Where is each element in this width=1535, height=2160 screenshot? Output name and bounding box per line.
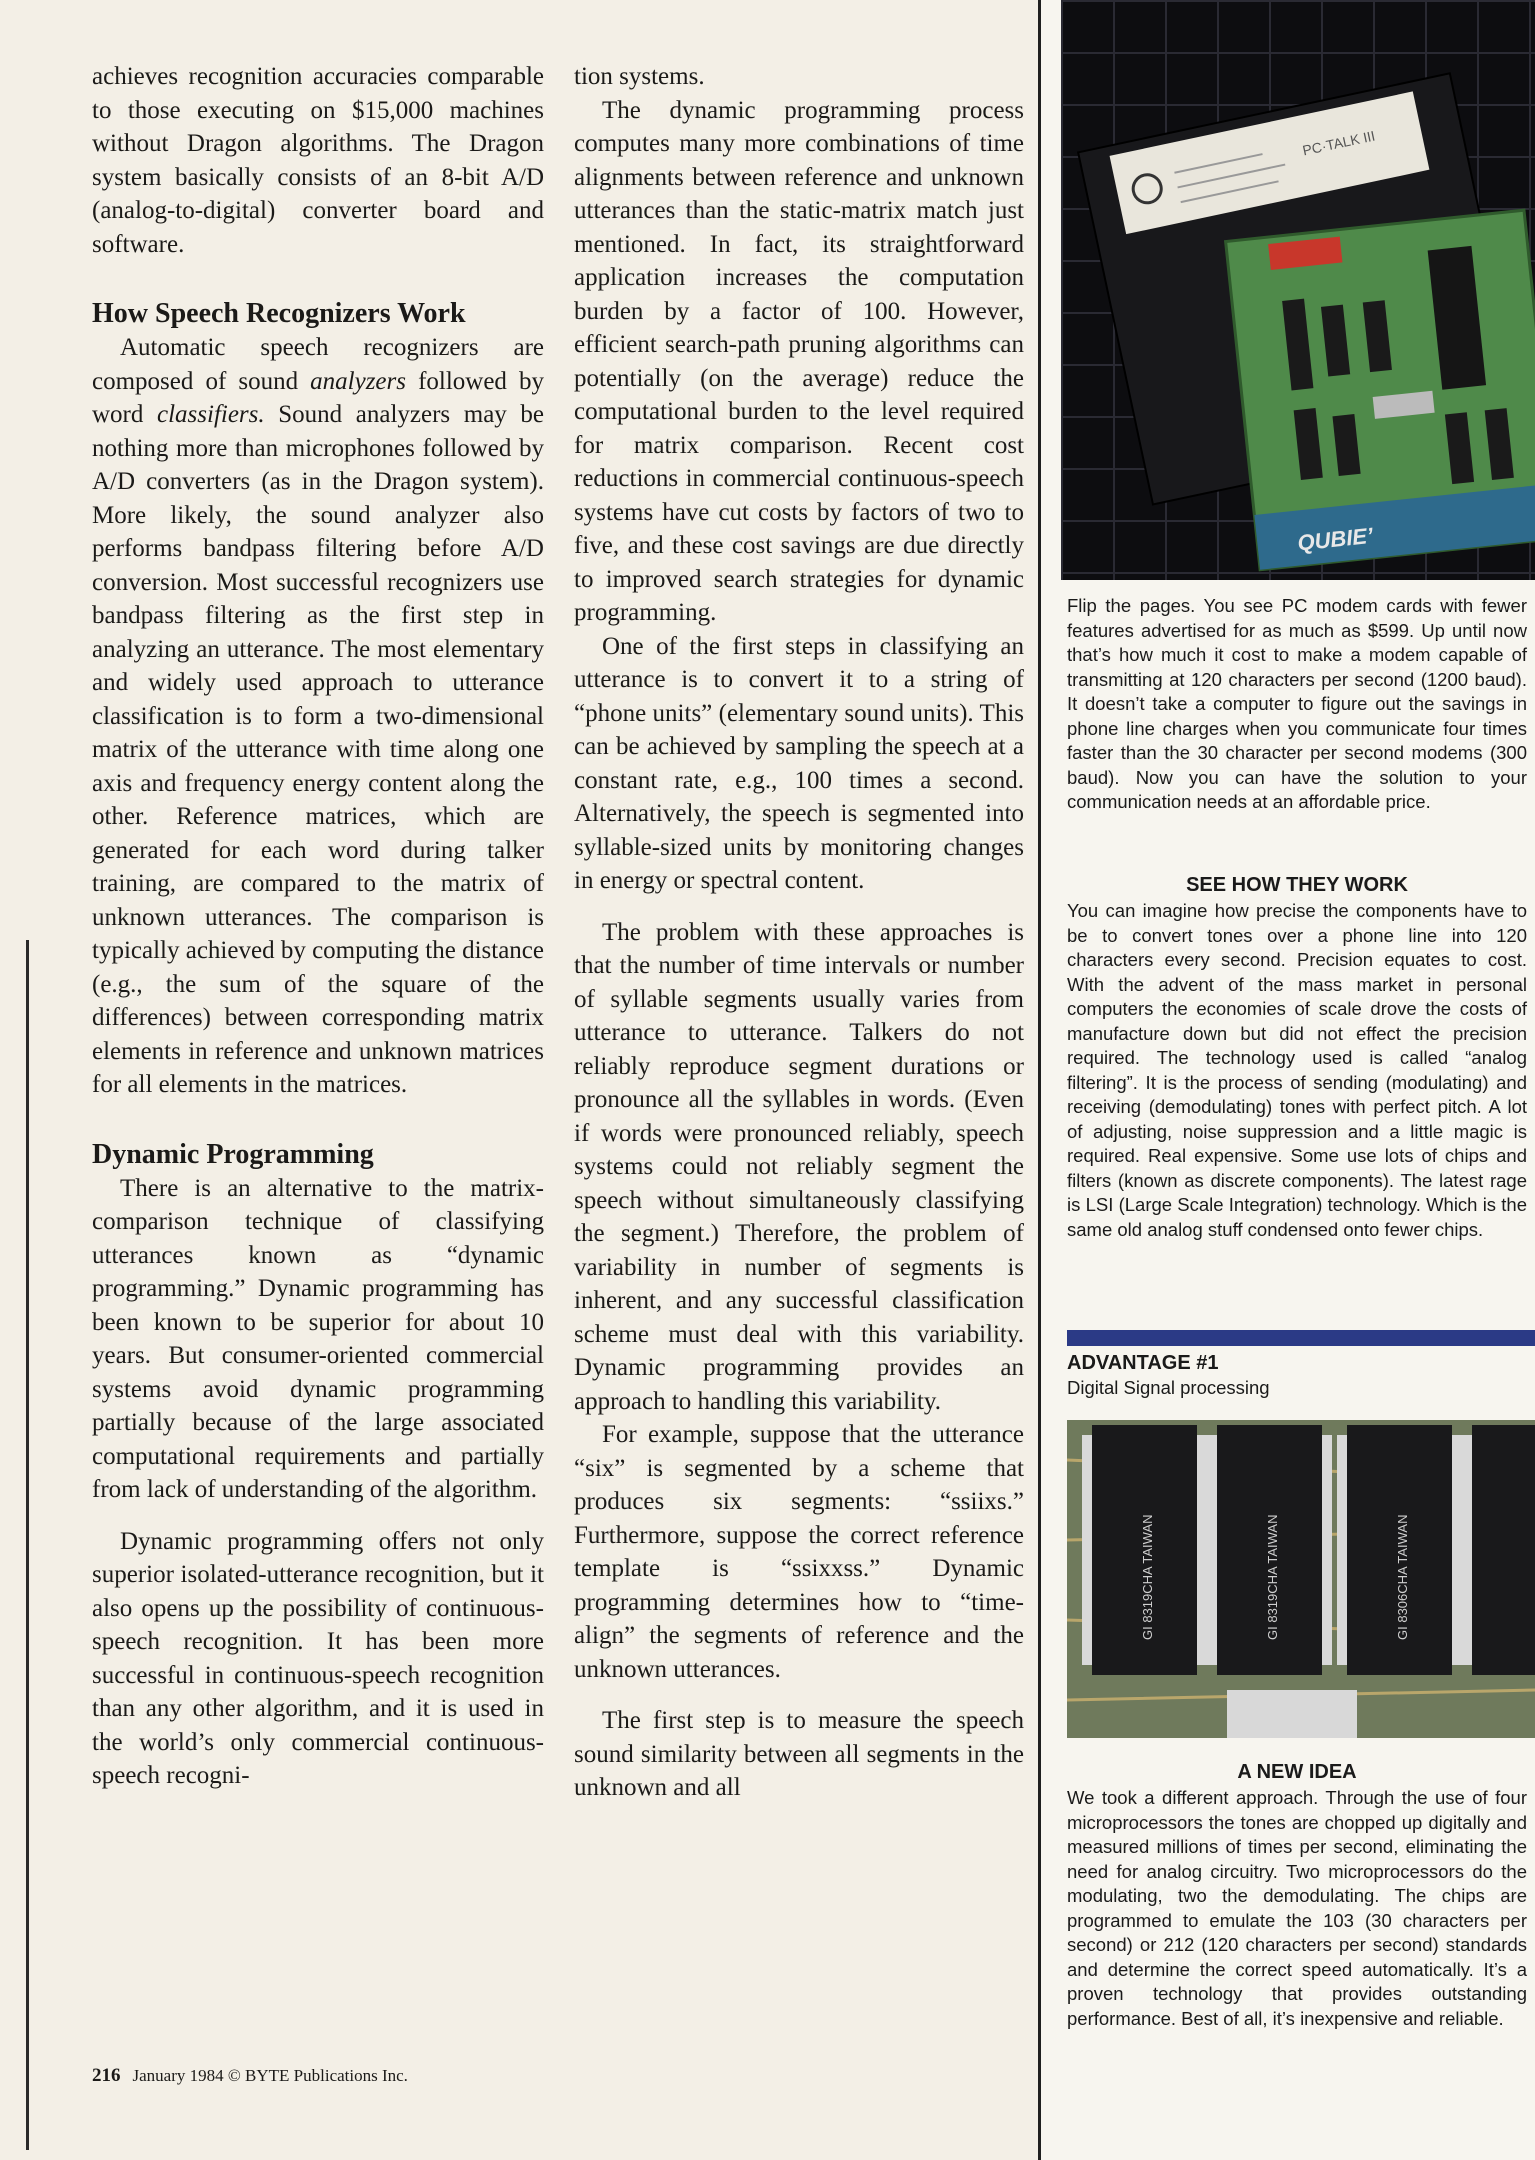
- footer-credit: January 1984 © BYTE Publications Inc.: [132, 2066, 408, 2085]
- paragraph: The dynamic programming process computes many more combinations of time alignments between reference and unknown utterances than the static-matrix match just mentioned. In fact, its straightforward application increases the computation burden by a factor of 100. However, efficient search-path pruning algorithms can potentially (on the average) reduce the computational burden to the level required for matrix comparison. Recent cost reductions in commercial continuous-speech systems have cut costs by factors of two to five, and these cost savings are due directly to improved search strategies for dynamic programming.: [574, 96, 1024, 626]
- chip-label: GI 8319CHA TAIWAN: [1265, 1514, 1280, 1640]
- chips-photo: [1067, 1420, 1535, 1738]
- article-column-2: [574, 60, 1024, 1805]
- paragraph: Dynamic programming offers not only superior isolated-utterance recognition, but it also opens up the possibility of continuous-speech recognition. It has been more successful in continuous-speech recognition than any other algorithm, and it is used in the world’s only commercial continuous-speech recogni-: [92, 1527, 544, 1789]
- disk-label: PC·TALK III: [1301, 127, 1377, 159]
- paragraph: One of the first steps in classifying an utterance is to convert it to a string of “phone units” (elementary sound units). This can be achieved by sampling the speech at a constant rate, e.g., 100 times a second. Alternatively, the speech is segmented into syllable-sized units by monitoring changes in energy or spectral content.: [574, 632, 1024, 894]
- paragraph: For example, suppose that the utterance “six” is segmented by a scheme that produces six segments: “ssiixs.” Furthermore, suppose the correct reference template is “ssixxss.” Dynamic programming determines how to “time-align” the segments of reference and the unknown utterances.: [574, 1421, 1024, 1683]
- paragraph: The problem with these approaches is that the number of time intervals or number of syllable segments usually varies from utterance to utterance. Talkers do not reliably reproduce segment durations or pronounce all the syllables in words. (Even if words were pronounced reliably, speech systems could not reliably segment the speech without simultaneously classifying the segment.) Therefore, the problem of variability in number of segments is inherent, and any successful classification scheme must deal with this variability. Dynamic programming provides an approach to handling this variability.: [574, 918, 1024, 1415]
- advertisement: [1041, 0, 1535, 2160]
- page-number: 216: [92, 2065, 121, 2086]
- paragraph: achieves recognition accuracies comparable to those executing on $15,000 machines without Dragon algorithms. The Dragon system basically consists of an 8-bit A/D (analog-to-digital) converter board and software.: [92, 63, 544, 258]
- paragraph: There is an alternative to the matrix-comparison technique of classifying utterances known as “dynamic programming.” Dynamic programming has been known to be superior for about 10 years. But consumer-oriented commercial systems avoid dynamic programming partially because of the large associated computational requirements and partially from lack of understanding of the algorithm.: [92, 1174, 544, 1503]
- section-heading: Dynamic Programming: [92, 1138, 374, 1170]
- modem-product-photo: [1061, 0, 1535, 580]
- ad-intro: Flip the pages. You see PC modem cards with fewer features advertised for as much as $599. Up until now that’s how much it cost to make a modem capable of transmitting at 120 characters per second (1200 baud). It doesn’t take a computer to figure out the savings in phone line charges when you communicate four times faster than the 30 character per second modems (300 baud). Now you can have the solution to your communication needs at an affordable price.: [1067, 595, 1527, 812]
- ad-subheading: Digital Signal processing: [1067, 1377, 1270, 1398]
- chip-label: GI 8319CHA TAIWAN: [1140, 1514, 1155, 1640]
- ad-body: We took a different approach. Through the use of four microprocessors the tones are chopped up digitally and measured millions of times per second, eliminating the need for analog circuitry. Two microprocessors do the modulating, two the demodulating. The chips are programmed to emulate the 103 (30 characters per second) or 212 (120 characters per second) standards and determine the correct speed automatically. It’s a proven technology that provides outstanding performance. Best of all, it’s inexpensive and reliable.: [1067, 1787, 1527, 2029]
- paragraph: Automatic speech recognizers are composed of sound analyzers followed by word classifiers. Sound analyzers may be nothing more than microphones followed by A/D converters (as in the Dragon system). More likely, the sound analyzer also performs bandpass filtering before A/D conversion. Most successful recognizers use bandpass filtering as the first step in analyzing an utterance. The most elementary and widely used approach to utterance classification is to form a two-dimensional matrix of the utterance with time along one axis and frequency energy content along the other. Reference matrices, which are generated for each word during talker training, are compared to the matrix of unknown utterances. The comparison is typically achieved by computing the distance (e.g., the sum of the square of the differences) between corresponding matrix elements in reference and unknown matrices for all elements in the matrices.: [92, 334, 545, 1098]
- paragraph: tion systems.: [574, 63, 705, 90]
- section-heading: How Speech Recognizers Work: [92, 298, 466, 329]
- ad-divider-bar: [1067, 1330, 1535, 1346]
- disk-and-board-illustration: [1061, 0, 1535, 580]
- margin-rule: [26, 940, 29, 2150]
- ad-heading: SEE HOW THEY WORK: [1186, 874, 1408, 896]
- page-footer: [92, 2065, 408, 2087]
- microprocessor-chips-illustration: [1067, 1420, 1535, 1738]
- ad-body: You can imagine how precise the components have to be to convert tones over a phone line into 120 characters every second. Precision equates to cost. With the advent of the mass market in personal computers the economies of scale drove the costs of manufacture down but did not effect the precision required. The technology used is called “analog filtering”. It is the process of sending (modulating) and receiving (demodulating) tones with perfect pitch. A lot of adjusting, noise suppression and a little magic is required. Real expensive. Some use lots of chips and filters (known as discrete components). The latest rage is LSI (Large Scale Integration) technology. Which is the same old analog stuff condensed onto fewer chips.: [1067, 900, 1527, 1240]
- ad-heading: A NEW IDEA: [1237, 1761, 1357, 1783]
- board-brand: QUBIE’: [1296, 522, 1375, 556]
- article-column-1: [92, 60, 544, 1793]
- ad-heading: ADVANTAGE #1: [1067, 1352, 1219, 1374]
- chip-label: GI 8306CHA TAIWAN: [1395, 1514, 1410, 1640]
- paragraph: The first step is to measure the speech sound similarity between all segments in the unknown and all: [574, 1707, 1024, 1801]
